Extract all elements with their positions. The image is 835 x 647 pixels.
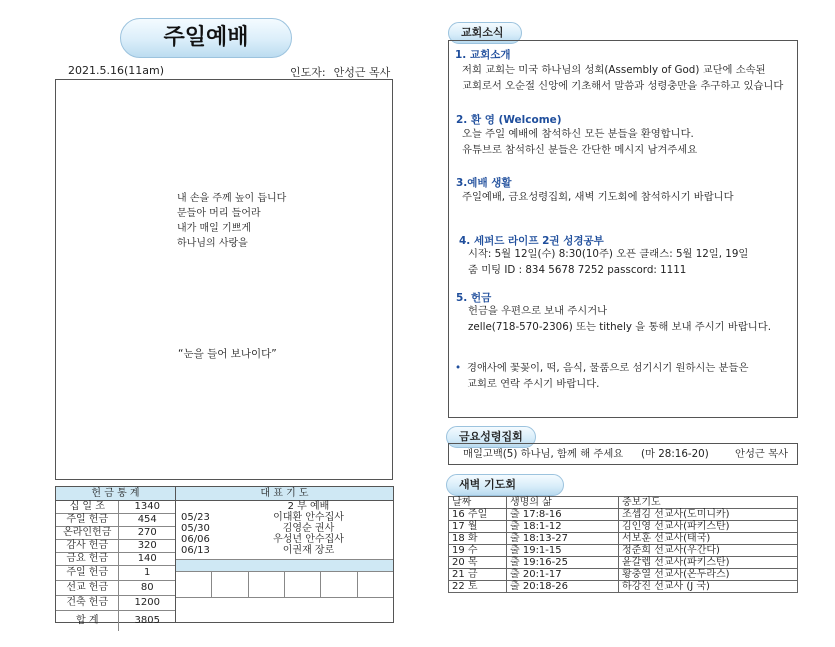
news-line: 경애사에 꽃꽂이, 떡, 음식, 물품으로 섬기시기 원하시는 분들은 (467, 362, 749, 374)
news-heading: 5. 헌금 (456, 292, 492, 304)
prayer-row (176, 523, 393, 534)
offering-row (56, 501, 175, 514)
offering-amount: 1 (144, 567, 151, 578)
reading-cell: 출 19:16-25 (507, 557, 619, 569)
offering-type: 감사 헌금 (56, 540, 119, 552)
bulletin-title: 주일예배 (120, 18, 292, 58)
offering-type: 선교 헌금 (56, 581, 119, 595)
prayer-row (176, 512, 393, 523)
news-heading: 4. 세퍼드 라이프 2권 성경공부 (459, 235, 604, 247)
dawn-tab: 새벽 기도회 (446, 474, 564, 496)
intercession-cell: 조셉김 선교사(도미니카) (619, 509, 798, 521)
offering-header: 헌 금 통 계 (56, 487, 175, 501)
friday-verse: (마 28:16-20) (641, 448, 709, 460)
offering-amount: 80 (140, 582, 154, 593)
news-heading: 2. 환 영 (Welcome) (456, 114, 562, 126)
lyric-line: 내가 매일 기쁘게 (177, 223, 251, 234)
news-line: 저희 교회는 미국 하나님의 성회(Assembly of God) 교단에 소속된 (462, 64, 766, 76)
prayer-person: 이권재 장로 (282, 545, 335, 556)
prayer-date: 06/13 (181, 545, 210, 556)
offering-total: 3805 (134, 615, 160, 626)
friday-service (448, 443, 798, 465)
intercession-cell: 서보훈 선교사(태국) (619, 533, 798, 545)
praise-lyrics (177, 191, 286, 251)
prayer-row (176, 501, 393, 512)
intercession-cell: 김인영 선교사(파키스탄) (619, 521, 798, 533)
table-row (449, 533, 798, 545)
intercession-cell: 윤갈렙 선교사(파키스탄) (619, 557, 798, 569)
friday-preacher: 안성근 목사 (735, 448, 789, 460)
leader-name: 안성근 목사 (333, 66, 391, 79)
column-header: 생명의 삶 (507, 497, 619, 509)
news-tab: 교회소식 (448, 22, 522, 44)
prayer-date: 06/06 (181, 534, 210, 545)
news-line: 오늘 주일 예배에 참석하신 모든 분들을 환영합니다. (462, 128, 694, 140)
service-date: 2021.5.16(11am) (68, 64, 165, 77)
news-body (462, 189, 734, 205)
table-row (449, 509, 798, 521)
offering-type: 주일 헌금 (56, 514, 119, 526)
offering-row (56, 596, 175, 611)
offering-row (56, 581, 175, 596)
news-body (468, 246, 748, 278)
reading-cell: 출 19:1-15 (507, 545, 619, 557)
service-leader (290, 64, 390, 80)
bullet-icon: • (455, 362, 462, 374)
offering-prayer-table (55, 486, 394, 626)
reading-cell: 출 17:8-16 (507, 509, 619, 521)
prayer-header: 대 표 기 도 (176, 487, 393, 501)
reading-cell: 출 20:1-17 (507, 569, 619, 581)
lyric-line: 내 손을 주께 높이 듭니다 (177, 193, 287, 204)
offering-row (56, 553, 175, 566)
day-cell: 18 화 (449, 533, 507, 545)
lyric-line: 문들아 머리 들어라 (177, 208, 261, 219)
news-line: 교회로 연락 주시기 바랍니다. (467, 378, 600, 390)
offering-stats (56, 487, 176, 626)
blank-grid (176, 572, 393, 598)
offering-amount: 320 (137, 540, 157, 551)
news-body (462, 62, 783, 94)
prayer-person: 우성년 안수집사 (273, 534, 344, 545)
table-header-row (449, 497, 798, 509)
sermon-subtitle: “눈을 들어 보나이다” (178, 348, 277, 360)
friday-tab: 금요성령집회 (446, 426, 536, 448)
intercession-cell: 황충열 선교사(온두라스) (619, 569, 798, 581)
offering-amount: 1200 (134, 597, 160, 608)
column-header: 중보기도 (619, 497, 798, 509)
offering-total-label: 합 계 (56, 611, 119, 631)
day-cell: 17 월 (449, 521, 507, 533)
offering-type: 온라인헌금 (56, 527, 119, 539)
intercession-cell: 정준희 선교사(우간다) (619, 545, 798, 557)
flower-note (467, 360, 748, 392)
offering-type: 금요 헌금 (56, 553, 119, 565)
prayer-date: 05/30 (181, 523, 210, 534)
news-heading: 3.예배 생활 (456, 177, 512, 189)
dawn-prayer-table (448, 496, 798, 593)
day-cell: 21 금 (449, 569, 507, 581)
news-line: zelle(718-570-2306) 또는 tithely 을 통해 보내 주시기 바랍니다. (468, 321, 771, 333)
news-line: 교회로서 오순절 신앙에 기초해서 말씀과 성령충만을 추구하고 있습니다 (462, 80, 784, 92)
offering-total-row (56, 611, 175, 631)
news-line: 헌금을 우편으로 보내 주시거나 (468, 305, 608, 317)
prayer-row (176, 534, 393, 545)
offering-type: 십 일 조 (56, 501, 119, 513)
day-cell: 19 수 (449, 545, 507, 557)
news-body (468, 303, 771, 335)
lyric-line: 하나님의 사랑을 (177, 238, 248, 249)
prayer-person: 김영순 권사 (282, 523, 335, 534)
prayer-row (176, 545, 393, 556)
friday-hymn: 매일고백(5) 하나님, 함께 해 주세요 (463, 448, 624, 460)
blank-band (176, 559, 393, 572)
day-cell: 20 목 (449, 557, 507, 569)
prayer-schedule (176, 487, 393, 622)
intercession-cell: 하강진 선교사 (J 국) (619, 581, 798, 593)
offering-amount: 1340 (134, 501, 160, 512)
reading-cell: 출 18:13-27 (507, 533, 619, 545)
table-row (449, 545, 798, 557)
offering-type: 주일 헌금 (56, 566, 119, 580)
reading-cell: 출 20:18-26 (507, 581, 619, 593)
news-line: 주일예배, 금요성령집회, 새벽 기도회에 참석하시기 바랍니다 (462, 191, 734, 203)
prayer-date: 05/23 (181, 512, 210, 523)
day-cell: 16 주일 (449, 509, 507, 521)
order-of-worship (55, 79, 393, 480)
offering-row (56, 566, 175, 581)
reading-cell: 출 18:1-12 (507, 521, 619, 533)
news-line: 줌 미팅 ID : 834 5678 7252 passcord: 1111 (468, 264, 687, 276)
leader-label: 인도자: (290, 66, 326, 79)
offering-amount: 454 (137, 514, 157, 525)
table-row (449, 569, 798, 581)
offering-amount: 270 (137, 527, 157, 538)
day-cell: 22 토 (449, 581, 507, 593)
table-row (449, 521, 798, 533)
offering-row (56, 527, 175, 540)
column-header: 날짜 (449, 497, 507, 509)
prayer-person: 2 부 예배 (287, 501, 330, 512)
offering-row (56, 514, 175, 527)
table-row (449, 581, 798, 593)
news-line: 유튜브로 참석하신 분들은 간단한 메시지 남겨주세요 (462, 144, 698, 156)
news-body (462, 126, 697, 158)
news-line: 시작: 5월 12일(수) 8:30(10주) 오픈 클래스: 5월 12일, 19일 (468, 248, 749, 260)
prayer-person: 이대환 안수집사 (273, 512, 344, 523)
offering-type: 건축 헌금 (56, 596, 119, 610)
news-heading: 1. 교회소개 (455, 49, 511, 61)
table-row (449, 557, 798, 569)
offering-amount: 140 (137, 553, 157, 564)
prayer-date (176, 501, 224, 512)
offering-row (56, 540, 175, 553)
